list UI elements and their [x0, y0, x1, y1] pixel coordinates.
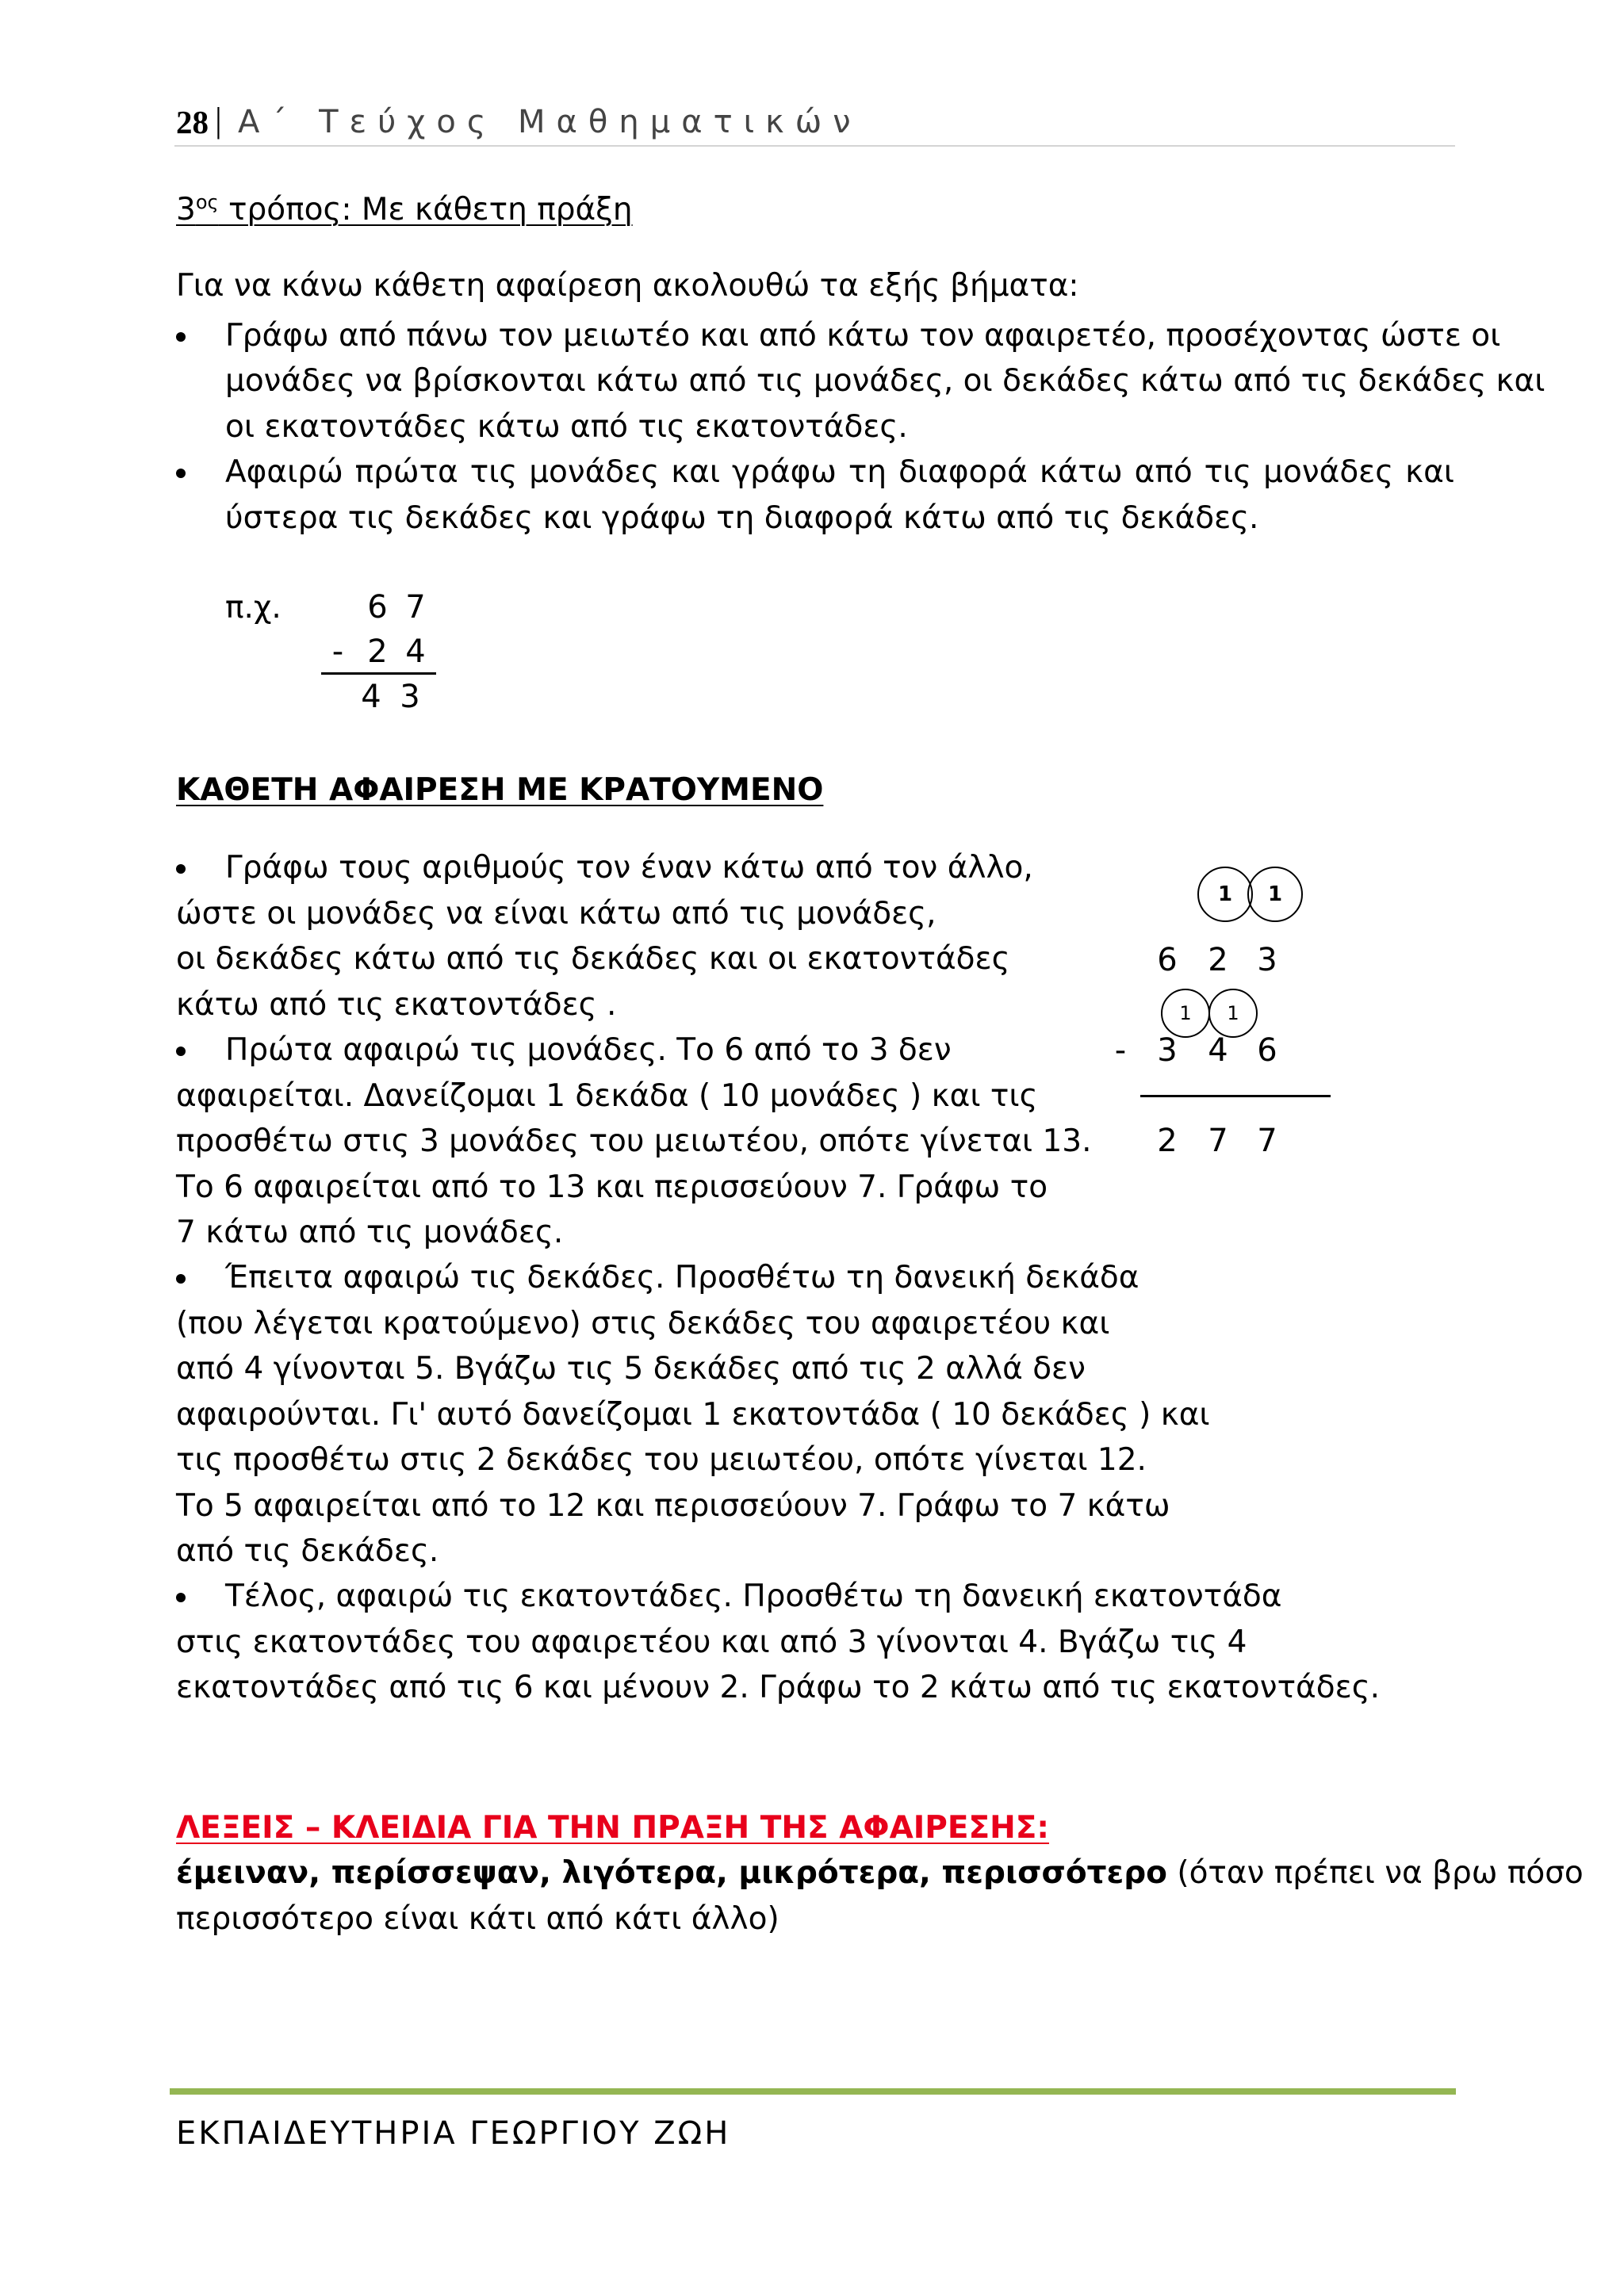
- minuend-hundreds-digit: 6: [1157, 942, 1178, 978]
- top-carry-tens: 1: [1197, 867, 1253, 922]
- bullet-marker: [176, 469, 186, 478]
- carry-line: στις εκατοντάδες του αφαιρετέου και από 3 γίνονται 4. Βγάζω τις 4: [176, 1624, 1247, 1660]
- carry-line: προσθέτω στις 3 μονάδες του μειωτέου, οπότε γίνεται 13.: [176, 1123, 1092, 1159]
- carry-line: αφαιρείται. Δανείζομαι 1 δεκάδα ( 10 μονάδες ) και τις: [176, 1078, 1038, 1114]
- method-bullet1-line3: οι εκατοντάδες κάτω από τις εκατοντάδες.: [225, 409, 908, 445]
- subtrahend-tens-digit: 2: [367, 633, 388, 670]
- carry-line: Πρώτα αφαιρώ τις μονάδες. Το 6 από το 3 δεν: [225, 1032, 952, 1068]
- bottom-carry-hundreds: 1: [1161, 989, 1210, 1038]
- carry-line: Γράφω τους αριθμούς τον έναν κάτω από τον άλλο,: [225, 850, 1033, 886]
- carry-section-title: ΚΑΘΕΤΗ ΑΦΑΙΡΕΣΗ ΜΕ ΚΡΑΤΟΥΜΕΝΟ: [176, 772, 824, 808]
- method-title-ordinal: ος: [195, 191, 219, 213]
- keywords-bold-words: έμειναν, περίσσεψαν, λιγότερα, μικρότερα, περισσότερο: [176, 1855, 1167, 1891]
- subtrahend-hundreds-digit: 3: [1157, 1032, 1178, 1069]
- carry-line: οι δεκάδες κάτω από τις δεκάδες και οι εκατοντάδες: [176, 941, 1010, 977]
- method-bullet2-line2: ύστερα τις δεκάδες και γράφω τη διαφορά κάτω από τις δεκάδες.: [225, 500, 1259, 536]
- top-carry-units: 1: [1247, 867, 1303, 922]
- carry-line: ώστε οι μονάδες να είναι κάτω από τις μονάδες,: [176, 896, 936, 932]
- carry-line: Το 6 αφαιρείται από το 13 και περισσεύουν 7. Γράφω το: [176, 1169, 1048, 1205]
- footer-rule: [170, 2088, 1456, 2095]
- bullet-marker: [176, 864, 186, 874]
- header-rule: [174, 145, 1455, 147]
- keywords-line2: περισσότερο είναι κάτι από κάτι άλλο): [176, 1901, 779, 1937]
- subtrahend-units-digit: 6: [1257, 1032, 1277, 1069]
- minuend-units-digit: 7: [405, 589, 426, 626]
- carry-line: Έπειτα αφαιρώ τις δεκάδες. Προσθέτω τη δανεική δεκάδα: [225, 1260, 1139, 1295]
- carry-line: Το 5 αφαιρείται από το 12 και περισσεύουν 7. Γράφω το 7 κάτω: [176, 1488, 1170, 1524]
- carry-line: αφαιρούνται. Γι' αυτό δανείζομαι 1 εκατοντάδα ( 10 δεκάδες ) και: [176, 1397, 1210, 1433]
- minus-sign: -: [1114, 1032, 1127, 1069]
- result-tens-digit: 4: [361, 679, 381, 715]
- header-title: Α΄ Τεύχος Μαθηματικών: [238, 104, 862, 140]
- method-bullet1-line1: Γράφω από πάνω τον μειωτέο και από κάτω τον αφαιρετέο, προσέχοντας ώστε οι: [225, 318, 1501, 354]
- example-label: π.χ.: [225, 590, 282, 626]
- carry-line: 7 κάτω από τις μονάδες.: [176, 1215, 564, 1250]
- result-tens-digit: 7: [1208, 1123, 1228, 1159]
- method-title: [176, 187, 633, 233]
- minuend-tens-digit: 2: [1208, 942, 1228, 978]
- bottom-carry-tens: 1: [1208, 989, 1258, 1038]
- page-number: 28: [176, 104, 209, 140]
- carry-line: από 4 γίνονται 5. Βγάζω τις 5 δεκάδες από τις 2 αλλά δεν: [176, 1351, 1086, 1387]
- method-title-text: τρόπος: Με κάθετη πράξη: [218, 192, 633, 228]
- result-rule: [1140, 1095, 1331, 1097]
- subtrahend-tens-digit: 4: [1208, 1032, 1228, 1069]
- minuend-tens-digit: 6: [367, 589, 388, 626]
- carry-line: (που λέγεται κρατούμενο) στις δεκάδες του αφαιρετέου και: [176, 1306, 1110, 1341]
- keywords-title: ΛΕΞΕΙΣ – ΚΛΕΙΔΙΑ ΓΙΑ ΤΗΝ ΠΡΑΞΗ ΤΗΣ ΑΦΑΙΡΕΣΗΣ:: [176, 1810, 1050, 1846]
- minus-sign: -: [331, 633, 344, 670]
- result-units-digit: 3: [400, 679, 420, 715]
- keywords-line1: [176, 1850, 1584, 1896]
- subtrahend-units-digit: 4: [405, 633, 426, 670]
- carry-line: τις προσθέτω στις 2 δεκάδες του μειωτέου, οπότε γίνεται 12.: [176, 1442, 1147, 1478]
- footer-text: ΕΚΠΑΙΔΕΥΤΗΡΙΑ ΓΕΩΡΓΙΟΥ ΖΩΗ: [176, 2115, 731, 2152]
- method-bullet1-line2: μονάδες να βρίσκονται κάτω από τις μονάδες, οι δεκάδες κάτω από τις δεκάδες και: [225, 363, 1545, 399]
- method-title-number: 3: [176, 192, 196, 228]
- minuend-units-digit: 3: [1257, 942, 1277, 978]
- bullet-marker: [176, 1047, 186, 1056]
- result-hundreds-digit: 2: [1157, 1123, 1178, 1159]
- method-intro: Για να κάνω κάθετη αφαίρεση ακολουθώ τα εξής βήματα:: [176, 268, 1079, 304]
- header-separator: |: [215, 101, 222, 140]
- result-rule: [321, 672, 436, 675]
- result-units-digit: 7: [1257, 1123, 1277, 1159]
- method-bullet2-line1: Αφαιρώ πρώτα τις μονάδες και γράφω τη διαφορά κάτω από τις μονάδες και: [225, 454, 1454, 490]
- carry-line: Τέλος, αφαιρώ τις εκατοντάδες. Προσθέτω τη δανεική εκατοντάδα: [225, 1578, 1282, 1614]
- keywords-note: (όταν πρέπει να βρω πόσο: [1166, 1855, 1584, 1891]
- carry-line: κάτω από τις εκατοντάδες .: [176, 987, 617, 1023]
- carry-line: εκατοντάδες από τις 6 και μένουν 2. Γράφω το 2 κάτω από τις εκατοντάδες.: [176, 1670, 1380, 1705]
- bullet-marker: [176, 332, 186, 342]
- bullet-marker: [176, 1274, 186, 1284]
- bullet-marker: [176, 1593, 186, 1602]
- carry-line: από τις δεκάδες.: [176, 1533, 439, 1569]
